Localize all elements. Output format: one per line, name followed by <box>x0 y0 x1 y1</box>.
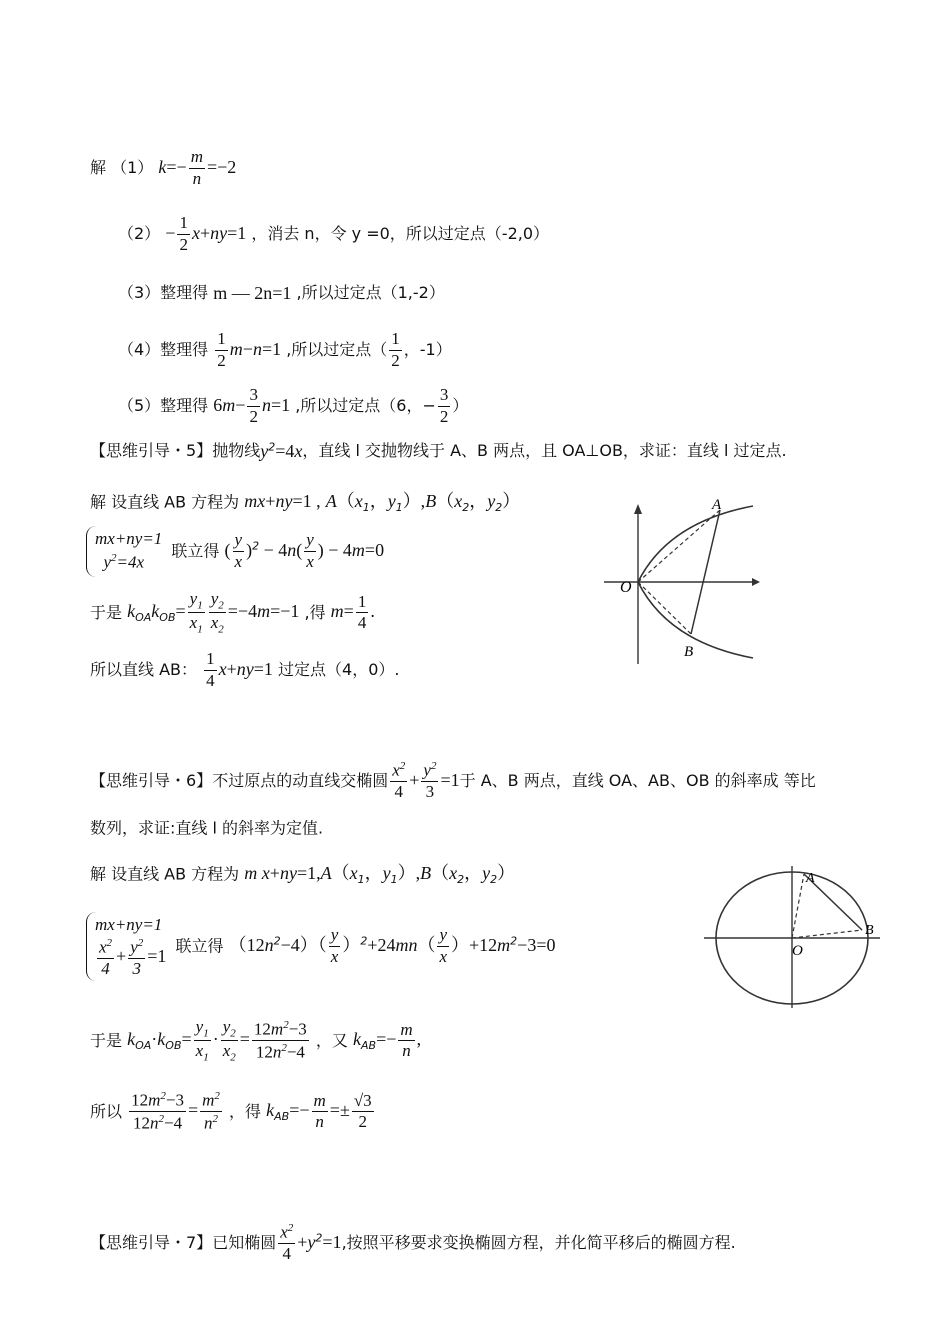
guide5-heading: 【思维引导・5】 <box>90 441 213 461</box>
guide6-s4-formula2: $k_{AB}=-$ $\frac{m}{n}$ =± $\frac{√3}{2}$ <box>266 1090 372 1132</box>
sol1-line4 <box>118 330 452 370</box>
guide5-s1-label: 解 设直线 AB 方程为 <box>90 492 240 512</box>
segment-oa <box>638 510 720 582</box>
point-a-label: A <box>806 871 815 886</box>
sol1-p3-formula: m — 2n=1 <box>213 283 292 303</box>
sol1-p4-label: （4）整理得 <box>118 340 209 360</box>
sol1-p1-label: 解 （1） <box>90 158 154 178</box>
guide5-s4-label: 所以直线 AB： <box>90 660 198 680</box>
chord-ab <box>691 510 720 634</box>
guide6-s3-text: ，又 <box>315 1030 348 1050</box>
point-a-label: A <box>712 497 722 513</box>
sol1-p5-formula: 6m− $\frac{3}{2}$ n=1 <box>213 385 291 426</box>
sol1-p5-text: ,所以过定点（6，− $\frac{3}{2}$ ） <box>295 385 469 426</box>
guide6-step4 <box>90 1090 376 1134</box>
x-axis-arrow <box>752 578 760 586</box>
guide5-s3-label: 于是 <box>90 602 123 622</box>
guide5-problem <box>90 442 787 460</box>
guide5-s1-formula: mx+ny=1 , $A(x_1$，$y_1),B(x_2$，$y_2$） <box>244 491 521 515</box>
guide6-problem-c: 数列，求证:直线 l 的斜率为定值. <box>90 818 324 838</box>
guide6-system <box>86 912 170 981</box>
guide5-step2 <box>86 526 384 577</box>
sol1-p4-text: ,所以过定点（ $\frac{1}{2}$ ，-1） <box>286 329 452 370</box>
guide5-s3-result: m= $\frac{1}{4}$ . <box>330 591 375 633</box>
sol1-line3 <box>118 284 445 302</box>
segment-ob <box>792 930 862 938</box>
guide6-step3 <box>90 1018 421 1064</box>
ellipse-figure <box>700 862 884 1010</box>
guide6-problem-b: 于 A、B 两点，直线 OA、AB、OB 的斜率成 等比 <box>459 771 816 791</box>
guide5-problem-formula: $y^2=4x$ <box>260 441 303 462</box>
guide6-s2-text: 联立得 <box>175 936 224 956</box>
guide6-problem-line1 <box>90 760 816 802</box>
guide6-s1-formula: m $x+ny=1,A(x_1$，$y_1),B(x_2$，$y_2$） <box>244 863 516 887</box>
origin-label: O <box>792 943 803 959</box>
guide6-s3-formula: $k_{OA}\cdot k_{OB}=$ $\frac{y_1}{x_1}$ · $\frac{y_2}{x_2}$ = $\frac{12m^2-3}{12n^2-4}$ <box>127 1017 307 1064</box>
guide5-sys-line2: $y^2=4x$ <box>95 551 145 572</box>
guide6-step1 <box>90 864 515 885</box>
guide6-s3-formula2: $k_{AB}=-$ $\frac{m}{n}$ , <box>353 1019 422 1061</box>
guide5-sys-line1: mx+ny=1 <box>95 529 163 548</box>
guide6-problem-line2 <box>90 820 323 837</box>
guide5-s2-formula: ( $\frac{y}{x}$ )$^2$ − 4n( $\frac{y}{x}$ ) − 4m=0 <box>224 530 385 571</box>
sol1-p2-formula: − $\frac{1}{2}$ x+ny=1 <box>165 213 247 254</box>
guide6-problem-a: 不过原点的动直线交椭圆 <box>212 771 389 791</box>
segment-ob <box>638 582 691 634</box>
point-b-label: B <box>684 644 694 660</box>
origin-label: O <box>620 579 632 596</box>
guide6-s4-text: ，得 <box>229 1101 262 1121</box>
y-axis-arrow <box>634 504 642 514</box>
guide7-problem-b: ,按照平移要求变换椭圆方程，并化简平移后的椭圆方程. <box>341 1233 736 1253</box>
guide6-s3-label: 于是 <box>90 1030 123 1050</box>
guide6-problem-formula: $\frac{x^2}{4}$ + $\frac{y^2}{3}$ =1 <box>392 760 460 802</box>
sol1-line5 <box>118 386 468 426</box>
guide5-s3-formula: $k_{OA}k_{OB}=$ $\frac{y_1}{x_1}$ $\frac{y_2}{x_2}$ =−4m=−1 <box>127 589 300 636</box>
sol1-line2 <box>118 214 549 254</box>
guide6-s4-formula: $\frac{12m^2-3}{12n^2-4}$ = $\frac{m^2}{n^2}$ <box>131 1090 220 1133</box>
guide7-heading: 【思维引导・7】 <box>90 1233 213 1253</box>
sol1-p5-label: （5）整理得 <box>118 396 209 416</box>
guide5-step1 <box>90 492 520 513</box>
sol1-p4-formula: $\frac{1}{2}$ m−n=1 <box>217 329 282 370</box>
guide5-step4 <box>90 650 399 690</box>
sol1-p3-text: ,所以过定点（1,-2） <box>296 283 445 302</box>
segment-oa <box>792 874 804 938</box>
guide5-s3-text: ,得 <box>304 602 326 622</box>
guide6-sys-line1: mx+ny=1 <box>95 915 163 934</box>
guide6-sys-line2: $\frac{x^2}{4}$ + $\frac{y^2}{3}$ =1 <box>99 936 167 979</box>
guide5-problem-b: ，直线 l 交抛物线于 A、B 两点，且 OA⊥OB，求证：直线 l 过定点. <box>302 441 787 461</box>
guide5-s4-text: 过定点（4，0）. <box>278 660 400 680</box>
guide7-problem-formula: $\frac{x^2}{4}$ $+y^2=1$ <box>280 1222 342 1264</box>
sol1-p2-text: ，消去 n，令 y =0，所以过定点（-2,0） <box>251 224 550 244</box>
guide7-problem <box>90 1222 736 1264</box>
sol1-p3-label: （3）整理得 <box>118 283 209 302</box>
parabola-figure <box>598 494 770 674</box>
guide6-s1-label: 解 设直线 AB 方程为 <box>90 864 240 884</box>
guide7-problem-a: 已知椭圆 <box>212 1233 277 1253</box>
guide5-problem-a: 抛物线 <box>212 441 261 461</box>
guide6-heading: 【思维引导・6】 <box>90 771 213 791</box>
guide5-step3 <box>90 590 375 636</box>
guide6-s4-label: 所以 <box>90 1101 123 1121</box>
guide6-step2 <box>86 912 555 981</box>
guide6-s2-formula: $(12n^2-4)$（ $\frac{y}{x}$ ）$^2$+24mn（ $\frac{y}{x}$ ）$+12m^2-3=0$ <box>228 925 556 966</box>
sol1-p1-formula: k=− $\frac{m}{n}$ =−2 <box>158 147 237 188</box>
point-b-label: B <box>865 923 874 938</box>
guide5-s2-text: 联立得 <box>171 541 220 561</box>
sol1-p2-label: （2） <box>118 224 161 244</box>
guide5-system <box>86 526 166 577</box>
guide5-s4-formula: $\frac{1}{4}$ x+ny=1 <box>206 649 273 690</box>
sol1-line1 <box>90 148 236 188</box>
